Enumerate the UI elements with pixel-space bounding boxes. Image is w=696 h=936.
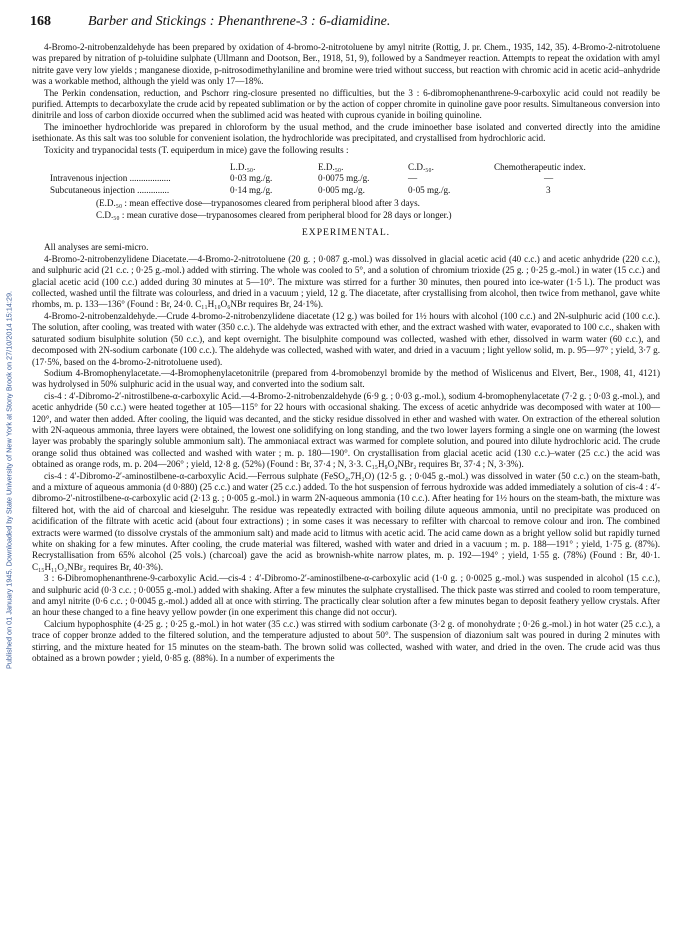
page-header [30,14,660,36]
experimental-paragraph: 4-Bromo-2-nitrobenzylidene Diacetate.—4-Bromo-2-nitrotoluene (20 g. ; 0·087 g.-mol.) was dissolved in glacial acetic acid (40 c.c.) and acetic anhydride (220 c.c.), and sulphuric acid (21 c.c. ; 0·25 g.-mol.) added with stirring. The whole was cooled to 5°, and a solution of chromium trioxide (25 g. ; 0·25 g.-mol.) in water (15 c.c.) and glacial acetic acid (100 c.c.) added during 30 minutes at 5—10°. The mixture was stirred for a further 30 minutes, then poured into ice-water (1·5 l.). The product was collected, washed until the filtrate was colourless, and dried in a vacuum ; yield, 12 g. The diacetate, after crystallising from alcohol, then twice from methanol, gave white rhombs, m. p. 133—136° (Found : Br, 24·0. C₁₁H₁₀O₆NBr requires Br, 24·1%). [32,253,660,310]
table-cell: Intravenous injection .................. [50,173,171,184]
intro-paragraph: 4-Bromo-2-nitrobenzaldehyde has been prepared by oxidation of 4-bromo-2-nitrotoluene by amyl nitrite (Rottig, J. pr. Chem., 1935, 142, 35). 4-Bromo-2-nitrotoluene was prepared by nitration of p-toluidine sulphate (Ullmann and Dootson, Ber., 1918, 51, 9), followed by a Sandmeyer reaction. Attempts to repeat the oxidation with amyl nitrite gave very low yields ; manganese dioxide, p-nitrosodimethylaniline and bromine were tried without success, but reaction with chromic acid in acetic acid–anhydride was a workable method, although the yield was only 17—18%. [32,42,660,87]
table-header-cell: C.D.₅₀. [408,162,434,173]
intro-paragraph: The Perkin condensation, reduction, and Pschorr ring-closure presented no difficulties, but the 3 : 6-dibromophenanthrene-9-carboxylic acid could not readily be purified. Attempts to decarboxylate the crude acid by repeated sublimation or by the action of copper chromite in quinoline gave poor results. Simultaneous conversion into dinitrile and loss of carbon dioxide occurred when the sublimed acid was heated with cuprous cyanide in boiling quinoline. [32,87,660,121]
table-header-cell: E.D.₅₀. [318,162,344,173]
experimental-paragraph: 4-Bromo-2-nitrobenzaldehyde.—Crude 4-bromo-2-nitrobenzylidene diacetate (12 g.) was boiled for 1½ hours with alcohol (100 c.c.) and 2N-sulphuric acid (100 c.c.). The solution, after cooling, was treated with water (350 c.c.). The aldehyde was extracted with ether, and the extract washed with water, evaporated to 100 c.c., shaken with saturated sodium bisulphite solution (50 c.c.), and kept overnight. The bisulphite compound was collected, washed with ether, dissolved in warm water (60 c.c.), and decomposed with 2N-sodium carbonate (100 c.c.). The aldehyde was collected, washed with water, and dried in a vacuum ; light yellow solid, m. p. 95—97° ; yield, 3·7 g. (17·5%, based on the 4-bromo-2-nitrotoluene used). [32,310,660,367]
experimental-paragraph: 3 : 6-Dibromophenanthrene-9-carboxylic Acid.—cis-4 : 4′-Dibromo-2′-aminostilbene-α-carboxylic acid (1·0 g. ; 0·0025 g.-mol.) was suspended in alcohol (15 c.c.), and sulphuric acid (0·3 c.c. ; 0·0055 g.-mol.) added with shaking. After a few minutes the sulphate crystallised. The thick paste was stirred and cooled to room temperature, and amyl nitrite (0·6 c.c. ; 0·0045 g.-mol.) added all at once with stirring. The practically clear solution after a few minutes began to deposit feathery yellow crystals. After an hour these changed to a fine heavy yellow powder (in one experiment this change did not occur). [32,573,660,618]
table-cell: — [544,173,554,184]
experimental-paragraph: cis-4 : 4′-Dibromo-2′-aminostilbene-α-carboxylic Acid.—Ferrous sulphate (FeSO₄,7H₂O) (12·5 g. ; 0·045 g.-mol.) was dissolved in water (50 c.c.) on the steam-bath, and a mixture of aqueous ammonia (d 0·880) (25 c.c.) and water (25 c.c.) added. To the hot suspension of ferrous hydroxide was added immediately a solution of cis-4 : 4′-dibromo-2′-nitrostilbene-α-carboxylic acid (2·13 g. ; 0·005 g.-mol.) in warm 2N-aqueous ammonia (10 c.c.). After heating for 1½ hours on the steam-bath, the mixture was filtered hot, with the aid of charcoal and kieselguhr. The residue was repeatedly extracted with boiling dilute aqueous ammonia, until no precipitate was produced on acidification of the filtrate with acetic acid (about four extractions) ; in some cases it was necessary to refilter with charcoal to remove colour and iron. The combined extracts were warmed (to dissolve crystals of the ammonium salt) and made acid to litmus with acetic acid. The acid came down as a bright yellow solid but rapidly turned white on shaking for a few minutes. After cooling, the crude material was filtered, washed with water and dried in a vacuum ; m. p. 188—191° ; yield, 1·75 g. (87%). Recrystallisation from 65% alcohol (25 vols.) (charcoal) gave the acid as brownish-white narrow plates, m. p. 192—194° ; yield, 1·55 g. (78%) (Found : Br, 40·1. C₁₅H₁₁O₂NBr₂ requires Br, 40·3%). [32,470,660,572]
table-cell: Subcutaneous injection .............. [50,184,170,195]
article-body [32,42,660,664]
table-header-cell: L.D.₅₀. [230,162,256,173]
experimental-paragraph: All analyses are semi-micro. [44,242,149,253]
table-cell: 0·0075 mg./g. [318,173,370,184]
table-cell: 0·05 mg./g. [408,184,451,195]
table-notes [96,198,660,221]
table-row [32,185,660,196]
table-note: (E.D.₅₀ : mean effective dose—trypanosomes cleared from peripheral blood after 3 days. [96,198,420,209]
table-cell: 0·03 mg./g. [230,173,273,184]
experimental-paragraph: cis-4 : 4′-Dibromo-2′-nitrostilbene-α-carboxylic Acid.—4-Bromo-2-nitrobenzaldehyde (6·9 g. ; 0·03 g.-mol.), sodium 4-bromophenylacetate (7·2 g. ; 0·03 g.-mol.), and acetic anhydride (50 c.c.) were heated together at 105—115° for 22 hours with occasional shaking. The excess of acetic anhydride was decomposed with water at 100—120°, and water then added. After cooling, the liquid was decanted, and the sticky residue dissolved in ether and washed with water. On extraction of the ethereal solution with 2N-aqueous ammonia, three layers were obtained, the lowest one solidifying on long standing, and the two lower layers forming a single one on warming (the lowest layer was probably the sparingly soluble ammonium salt). The ammoniacal extract was warmed for complete solution, and poured into dilute hydrochloric acid. The crude orange solid thus obtained was collected and washed with water ; m. p. 180—190°. On crystallisation from glacial acetic acid (130 c.c.)–water (25 c.c.) the acid was obtained as orange rods, m. p. 204—206° ; yield, 12·8 g. (52%) (Found : Br, 37·4 ; N, 3·3. C₁₅H₉O₄NBr₂ requires Br, 37·4 ; N, 3·3%). [32,390,660,470]
toxicity-table [32,162,660,196]
intro-paragraph: Toxicity and trypanocidal tests (T. equiperdum in mice) gave the following results : [44,144,349,155]
intro-paragraph: The iminoether hydrochloride was prepared in chloroform by the usual method, and the crude iminoether base isolated and converted directly into the amidine isethionate. As this salt was too soluble for convenient isolation, the hydrochloride was precipitated, and crystallised from hydrochloric acid. [32,121,660,144]
table-cell: — [408,173,418,184]
table-header-row [32,162,660,173]
section-heading: EXPERIMENTAL. [301,227,391,239]
running-head: Barber and Stickings : Phenanthrene-3 : 6-diamidine. [88,14,391,29]
table-cell: 0·005 mg./g. [318,184,365,195]
download-notice [2,40,16,920]
table-note: C.D.₅₀ : mean curative dose—trypanosomes cleared from peripheral blood for 28 days or longer.) [96,209,452,220]
table-row [32,173,660,184]
page-number: 168 [30,14,51,29]
table-cell: 3 [546,184,551,195]
download-notice-text: Published on 01 January 1945. Downloaded by State University of New York at Stony Brook on 27/10/2014 15:14:29. [4,290,14,670]
table-cell: 0·14 mg./g. [230,184,273,195]
experimental-paragraph: Calcium hypophosphite (4·25 g. ; 0·25 g.-mol.) in hot water (35 c.c.) was stirred with sodium carbonate (3·2 g. of monohydrate ; 0·26 g.-mol.) in hot water (25 c.c.), a trace of copper bronze added to the filtered solution, and the temperature adjusted to about 50°. The suspension of diazonium salt was poured in during 2 minutes with stirring, and the mixture heated for 15 minutes on the steam-bath. The brown solid was collected, washed with water, and dried in the oven. The crude acid was thus obtained as a brown powder ; yield, 0·85 g. (88%). In a number of experiments the [32,618,660,664]
experimental-paragraph: Sodium 4-Bromophenylacetate.—4-Bromophenylacetonitrile (prepared from 4-bromobenzyl bromide by the method of Wislicenus and Elvert, Ber., 1908, 41, 4121) was hydrolysed in 50% sulphuric acid in the usual way, and converted into the sodium salt. [32,367,660,390]
table-header-cell: Chemotherapeutic index. [494,162,586,173]
